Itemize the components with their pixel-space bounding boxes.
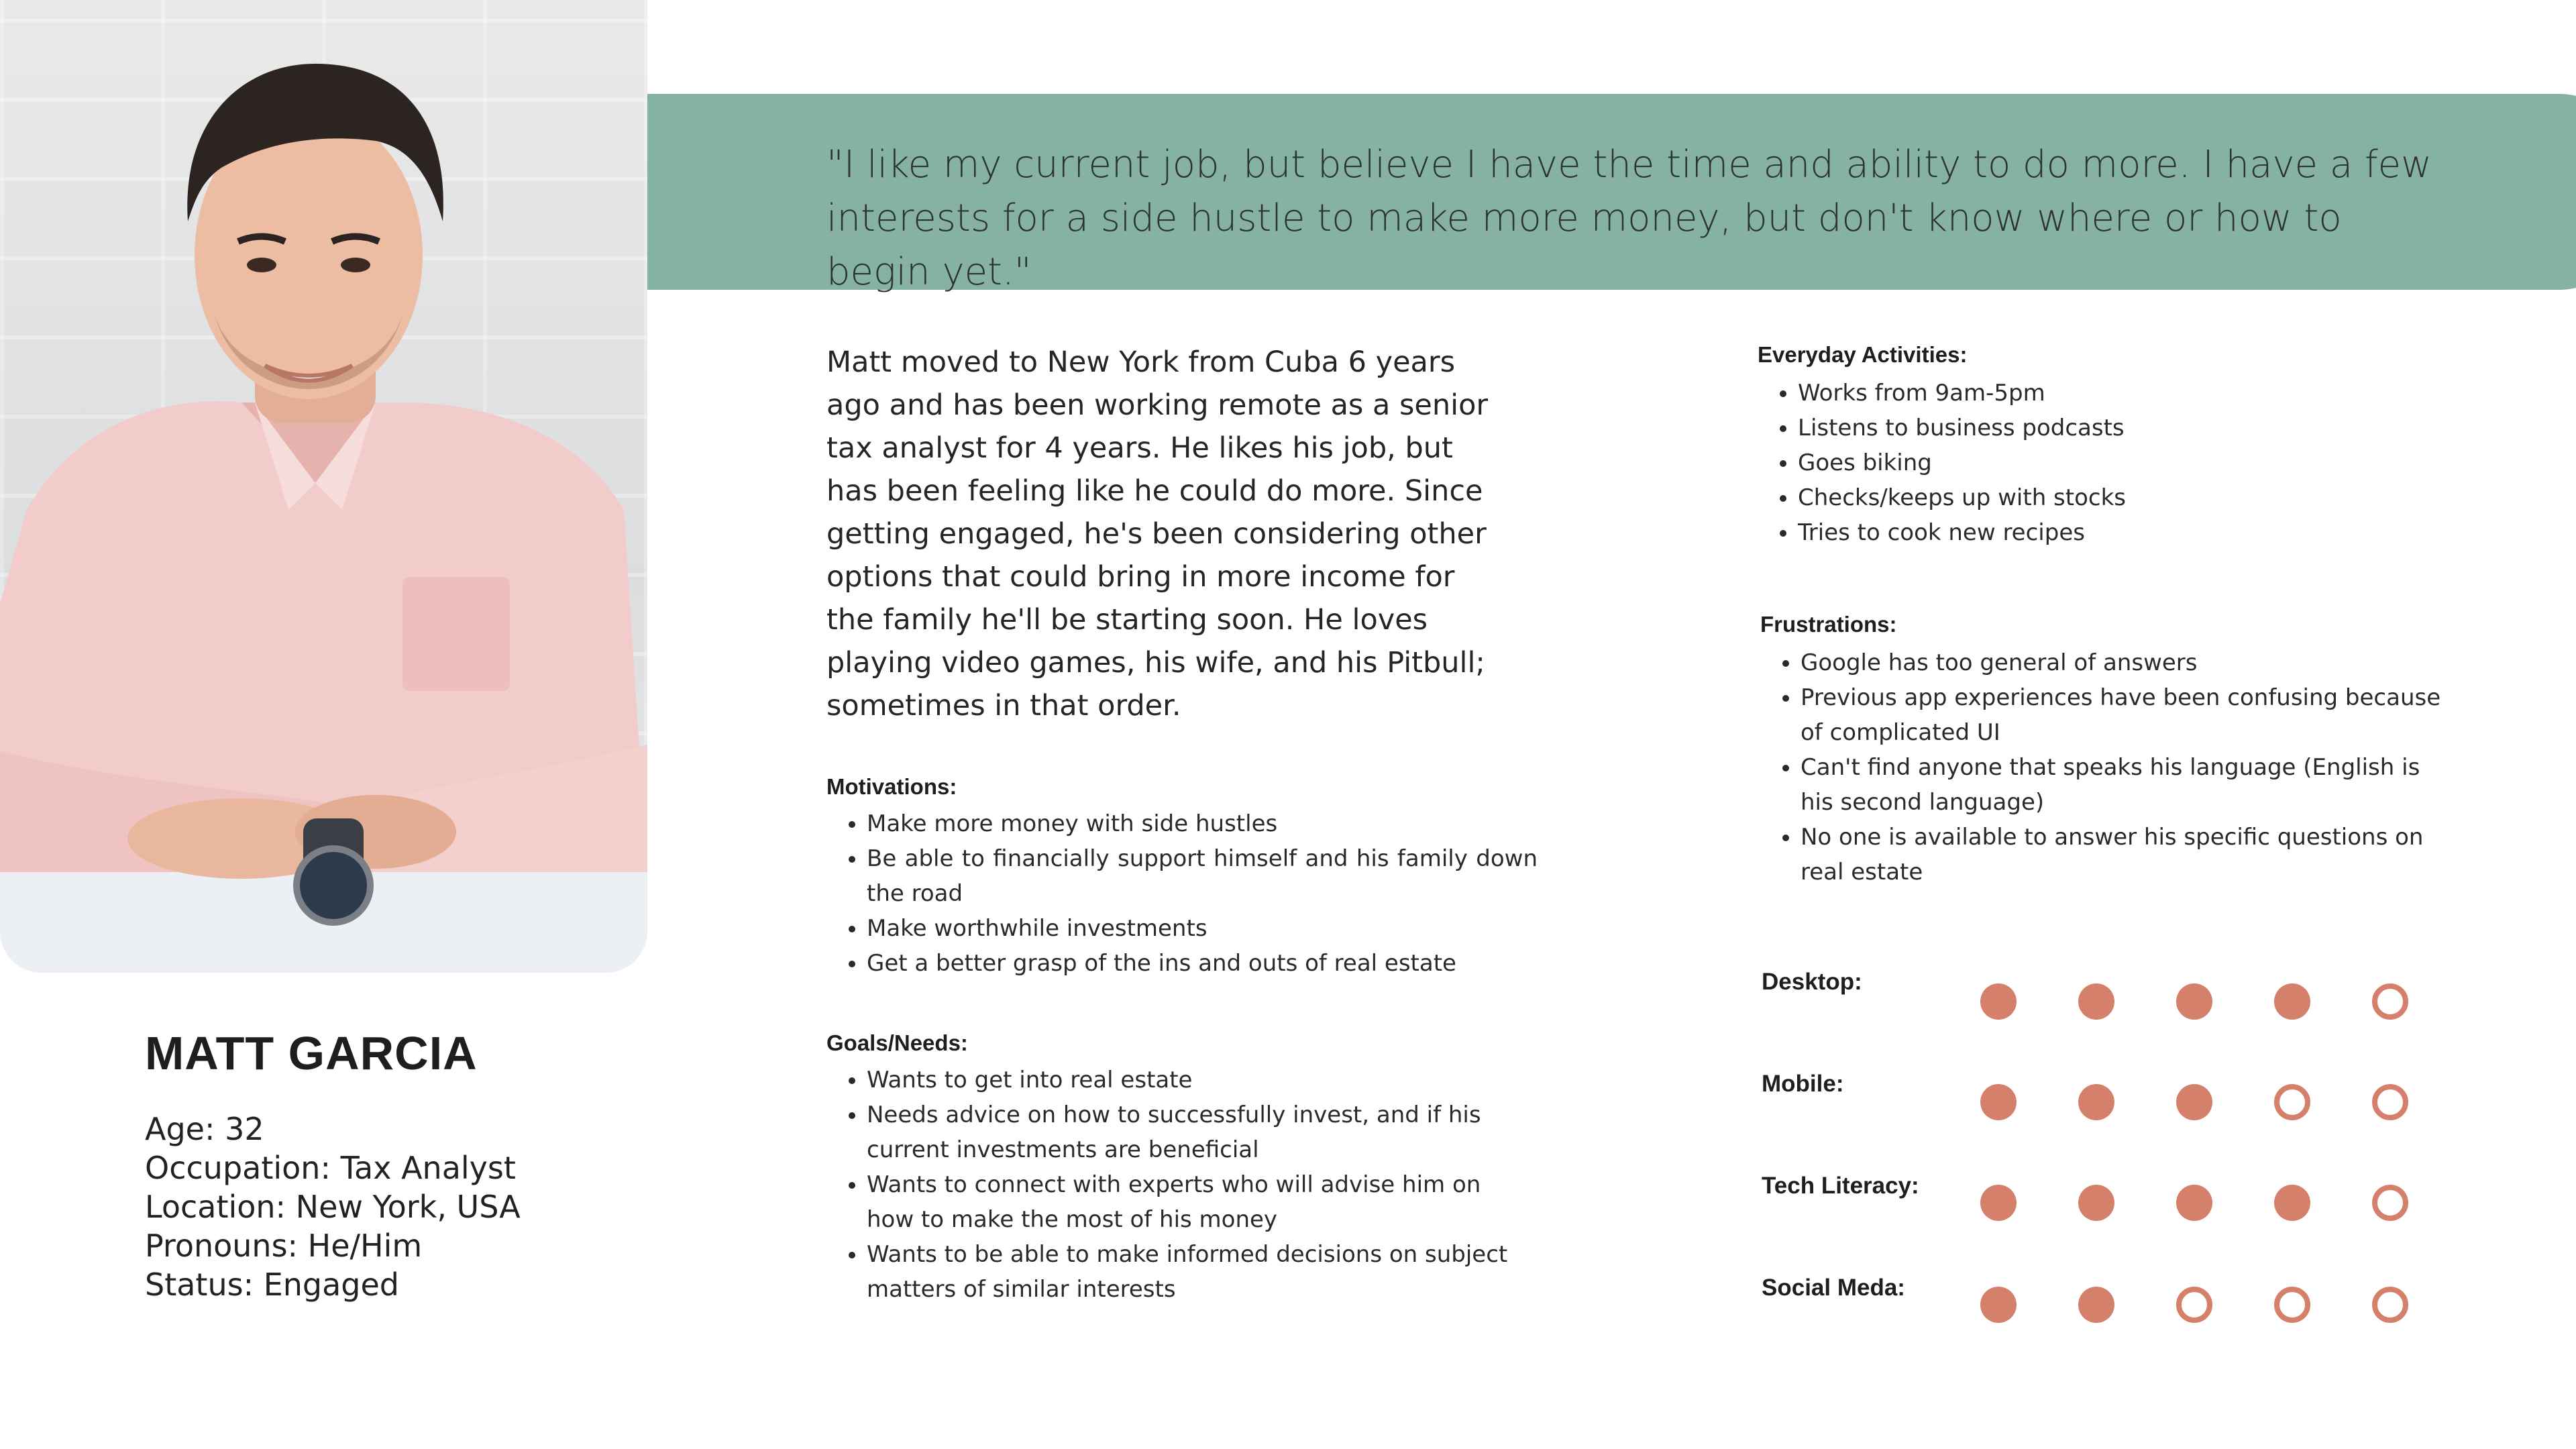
list-item: • Be able to financially support himself and his family down the road (867, 841, 1538, 911)
frustrations-title: Frustrations: (1760, 612, 1897, 637)
rating-dot-tech-literacy-filled (1980, 1185, 2017, 1221)
motivations-list (826, 806, 1538, 981)
goals-list (826, 1063, 1511, 1307)
list-item: • Make more money with side hustles (867, 806, 1538, 841)
list-item: • Get a better grasp of the ins and outs of real estate (867, 946, 1538, 981)
rating-dot-social-media-empty (2372, 1287, 2408, 1323)
persona-pronouns: Pronouns: He/Him (145, 1228, 423, 1264)
activities-list (1758, 376, 2469, 550)
rating-dot-tech-literacy-filled (2274, 1185, 2310, 1221)
rating-dot-mobile-empty (2274, 1084, 2310, 1120)
rating-dot-desktop-filled (1980, 983, 2017, 1020)
persona-age: Age: 32 (145, 1111, 264, 1147)
persona-name: MATT GARCIA (145, 1027, 478, 1079)
list-item: • Goes biking (1798, 445, 2469, 480)
persona-location: Location: New York, USA (145, 1189, 521, 1225)
list-item: • Works from 9am-5pm (1798, 376, 2469, 411)
persona-occupation: Occupation: Tax Analyst (145, 1150, 516, 1186)
list-item: • Listens to business podcasts (1798, 411, 2469, 445)
list-item: • Wants to get into real estate (867, 1063, 1511, 1097)
rating-dot-tech-literacy-filled (2078, 1185, 2114, 1221)
frustrations-list (1760, 645, 2458, 890)
motivations-title: Motivations: (826, 774, 957, 799)
rating-label-desktop: Desktop: (1762, 969, 1862, 995)
persona-status: Status: Engaged (145, 1267, 400, 1303)
rating-dot-mobile-empty (2372, 1084, 2408, 1120)
persona-bio: Matt moved to New York from Cuba 6 years ago and has been working remote as a senior tax analyst for 4 years. He likes his job, but has been feeling like he could do more. Since getting engaged, he's been considering other options that could bring in more income for the family he'll be starting soon. He loves playing video games, his wife, and his Pitbull; sometimes in that order. (826, 345, 1489, 722)
rating-dot-mobile-filled (1980, 1084, 2017, 1120)
rating-dot-social-media-filled (1980, 1287, 2017, 1323)
rating-dot-tech-literacy-filled (2176, 1185, 2212, 1221)
person-illustration (0, 0, 647, 973)
rating-dot-mobile-filled (2176, 1084, 2212, 1120)
list-item: • Checks/keeps up with stocks (1798, 480, 2469, 515)
goals-title: Goals/Needs: (826, 1030, 968, 1055)
rating-dot-mobile-filled (2078, 1084, 2114, 1120)
rating-dot-desktop-empty (2372, 983, 2408, 1020)
rating-dot-desktop-filled (2176, 983, 2212, 1020)
rating-label-tech-literacy: Tech Literacy: (1762, 1173, 1919, 1199)
list-item: • Wants to be able to make informed decisions on subject matters of similar interests (867, 1237, 1511, 1307)
rating-dot-desktop-filled (2274, 983, 2310, 1020)
rating-dot-social-media-empty (2176, 1287, 2212, 1323)
rating-label-mobile: Mobile: (1762, 1071, 1844, 1097)
rating-dot-tech-literacy-empty (2372, 1185, 2408, 1221)
rating-label-social-media: Social Meda: (1762, 1275, 1905, 1301)
list-item: • Make worthwhile investments (867, 911, 1538, 946)
list-item: • Needs advice on how to successfully invest, and if his current investments are beneficial (867, 1097, 1511, 1167)
persona-quote: "I like my current job, but believe I have the time and ability to do more. I have a few interests for a side hustle to make more money, but don't know where or how to begin yet." (826, 143, 2432, 294)
list-item: • Previous app experiences have been confusing because of complicated UI (1801, 680, 2458, 750)
list-item: • Google has too general of answers (1801, 645, 2458, 680)
rating-dot-social-media-empty (2274, 1287, 2310, 1323)
list-item: • Wants to connect with experts who will advise him on how to make the most of his money (867, 1167, 1511, 1237)
persona-details (145, 1110, 521, 1304)
list-item: • Tries to cook new recipes (1798, 515, 2469, 550)
list-item: • No one is available to answer his specific questions on real estate (1801, 820, 2458, 890)
rating-dot-desktop-filled (2078, 983, 2114, 1020)
activities-title: Everyday Activities: (1758, 342, 1968, 367)
rating-dot-social-media-filled (2078, 1287, 2114, 1323)
persona-photo (0, 0, 647, 973)
list-item: • Can't find anyone that speaks his language (English is his second language) (1801, 750, 2458, 820)
